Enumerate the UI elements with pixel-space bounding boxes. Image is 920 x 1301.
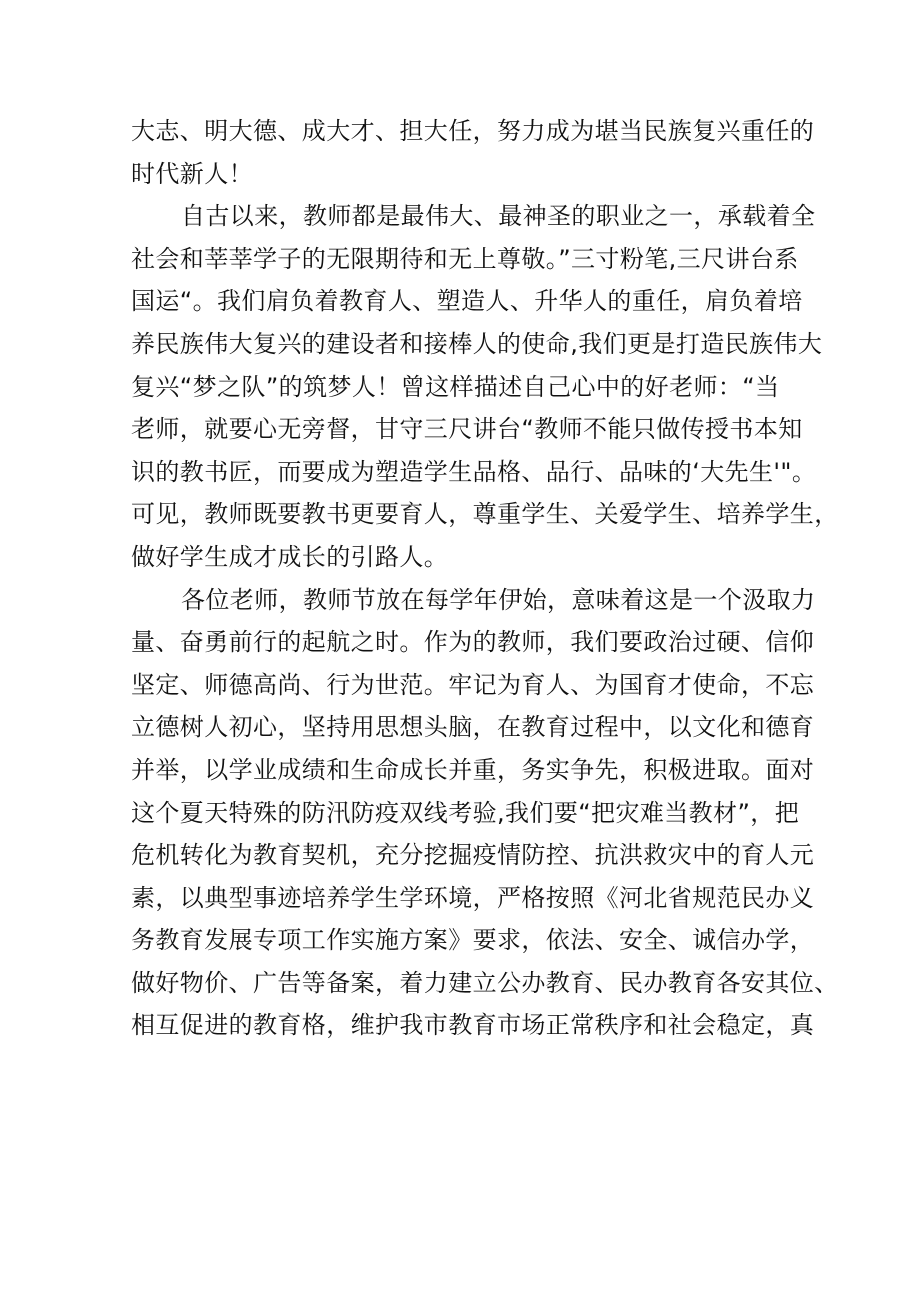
text-line: 时代新人！ [131,159,253,188]
document-body [131,110,839,1047]
paragraph-2 [131,195,839,578]
text-line: 量、奋勇前行的起航之时。作为的教师，我们要政治过硬、信仰 [131,628,815,657]
text-line: 社会和莘莘学子的无限期待和无上尊敬。”三寸粉笔,三尺讲台系 [131,244,799,273]
text-line: 可见，教师既要教书更要育人，尊重学生、关爱学生、培养学生， [131,500,839,529]
text-line: 坚定、师德高尚、行为世范。牢记为育人、为国育才使命，不忘 [131,670,815,699]
text-line: 素，以典型事迹培养学生学环境，严格按照《河北省规范民办义 [131,883,815,912]
paragraph-3 [131,579,839,1048]
text-line: 各位老师，教师节放在每学年伊始，意味着这是一个汲取力 [181,585,816,614]
text-line: 自古以来，教师都是最伟大、最神圣的职业之一，承载着全 [181,202,816,231]
text-line: 务教育发展专项工作实施方案》要求，依法、安全、诚信办学， [131,926,815,955]
text-line: 相互促进的教育格，维护我市教育市场正常秩序和社会稳定，真 [131,1011,815,1040]
text-line: 大志、明大德、成大才、担大任，努力成为堪当民族复兴重任的 [131,117,815,145]
text-line: 国运“。我们肩负着教育人、塑造人、升华人的重任，肩负着培 [131,287,803,316]
text-line: 做好物价、广告等备案，着力建立公办教育、民办教育各安其位、 [131,968,839,997]
paragraph-1 [131,110,815,195]
text-line: 危机转化为教育契机，充分挖掘疫情防控、抗洪救灾中的育人元 [131,841,815,870]
text-line: 这个夏天特殊的防汛防疫双线考验,我们要“把灾难当教材”，把 [131,798,800,827]
text-line: 养民族伟大复兴的建设者和接棒人的使命,我们更是打造民族伟大 [131,329,823,358]
text-line: 立德树人初心，坚持用思想头脑，在教育过程中，以文化和德育 [131,713,815,742]
text-line: 并举，以学业成绩和生命成长并重，务实争先，积极进取。面对 [131,755,815,784]
text-line: 做好学生成才成长的引路人。 [131,542,449,571]
text-line: 老师，就要心无旁督，甘守三尺讲台“教师不能只做传授书本知 [131,415,803,444]
text-line: 识的教书匠，而要成为塑造学生品格、品行、品味的‘大先生'"。 [131,457,817,486]
text-line: 复兴“梦之队”的筑梦人！曾这样描述自己心中的好老师：“当 [131,372,780,401]
